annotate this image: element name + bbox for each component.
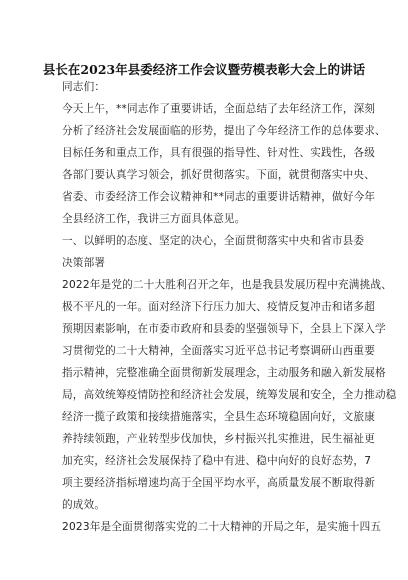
paragraph-line: 2022年是党的二十大胜利召开之年，也是我县发展历程中充满挑战、 — [62, 279, 392, 291]
paragraph-line: 指示精神，完整准确全面贯彻新发展理念，主动服务和融入新发展格 — [62, 367, 386, 379]
paragraph-line: 养持续领跑，产业转型步伐加快，乡村振兴扎实推进，民生福祉更 — [62, 433, 376, 445]
paragraph-line: 加充实，经济社会发展保持了稳中有进、稳中向好的良好态势，7 — [62, 455, 372, 467]
paragraph-line: 各部门要认真学习领会，抓好贯彻落实。下面，就贯彻落实中央、 — [62, 169, 376, 181]
paragraph-line: 项主要经济指标增速均高于全国平均水平，高质量发展不断取得新 — [62, 477, 376, 489]
salutation: 同志们： — [62, 81, 106, 93]
paragraph-line: 的成效。 — [62, 499, 106, 511]
paragraph-line: 预期因素影响，在市委市政府和县委的坚强领导下，全县上下深入学 — [62, 323, 386, 335]
section-heading-line: 决策部署 — [62, 257, 106, 269]
paragraph-line: 目标任务和重点工作，具有很强的指导性、针对性、实践性，各级 — [62, 147, 376, 159]
paragraph-line: 极不平凡的一年。面对经济下行压力加大、疫情反复冲击和诸多超 — [62, 301, 376, 313]
paragraph-line: 经济一揽子政策和接续措施落实，全县生态环境稳固向好，文旅康 — [62, 411, 376, 423]
paragraph-line: 分析了经济社会发展面临的形势，提出了今年经济工作的总体要求、 — [62, 125, 386, 137]
section-heading-line: 一、以鲜明的态度、坚定的决心，全面贯彻落实中央和省市县委 — [62, 235, 365, 247]
paragraph-line: 局，高效统筹疫情防控和经济社会发展，统筹发展和安全，全力推动稳 — [62, 389, 397, 401]
document-title: 县长在2023年县委经济工作会议暨劳模表彰大会上的讲话 — [42, 62, 366, 77]
paragraph-line: 全县经济工作，我讲三方面具体意见。 — [62, 213, 246, 225]
paragraph-line: 今天上午，**同志作了重要讲话，全面总结了去年经济工作，深刻 — [62, 103, 376, 115]
paragraph-line: 省委、市委经济工作会议精神和**同志的重要讲话精神，做好今年 — [62, 191, 376, 203]
paragraph-line: 2023年是全面贯彻落实党的二十大精神的开局之年，是实施十四五 — [62, 521, 382, 533]
paragraph-line: 习贯彻党的二十大精神，全面落实习近平总书记考察调研山西重要 — [62, 345, 376, 357]
